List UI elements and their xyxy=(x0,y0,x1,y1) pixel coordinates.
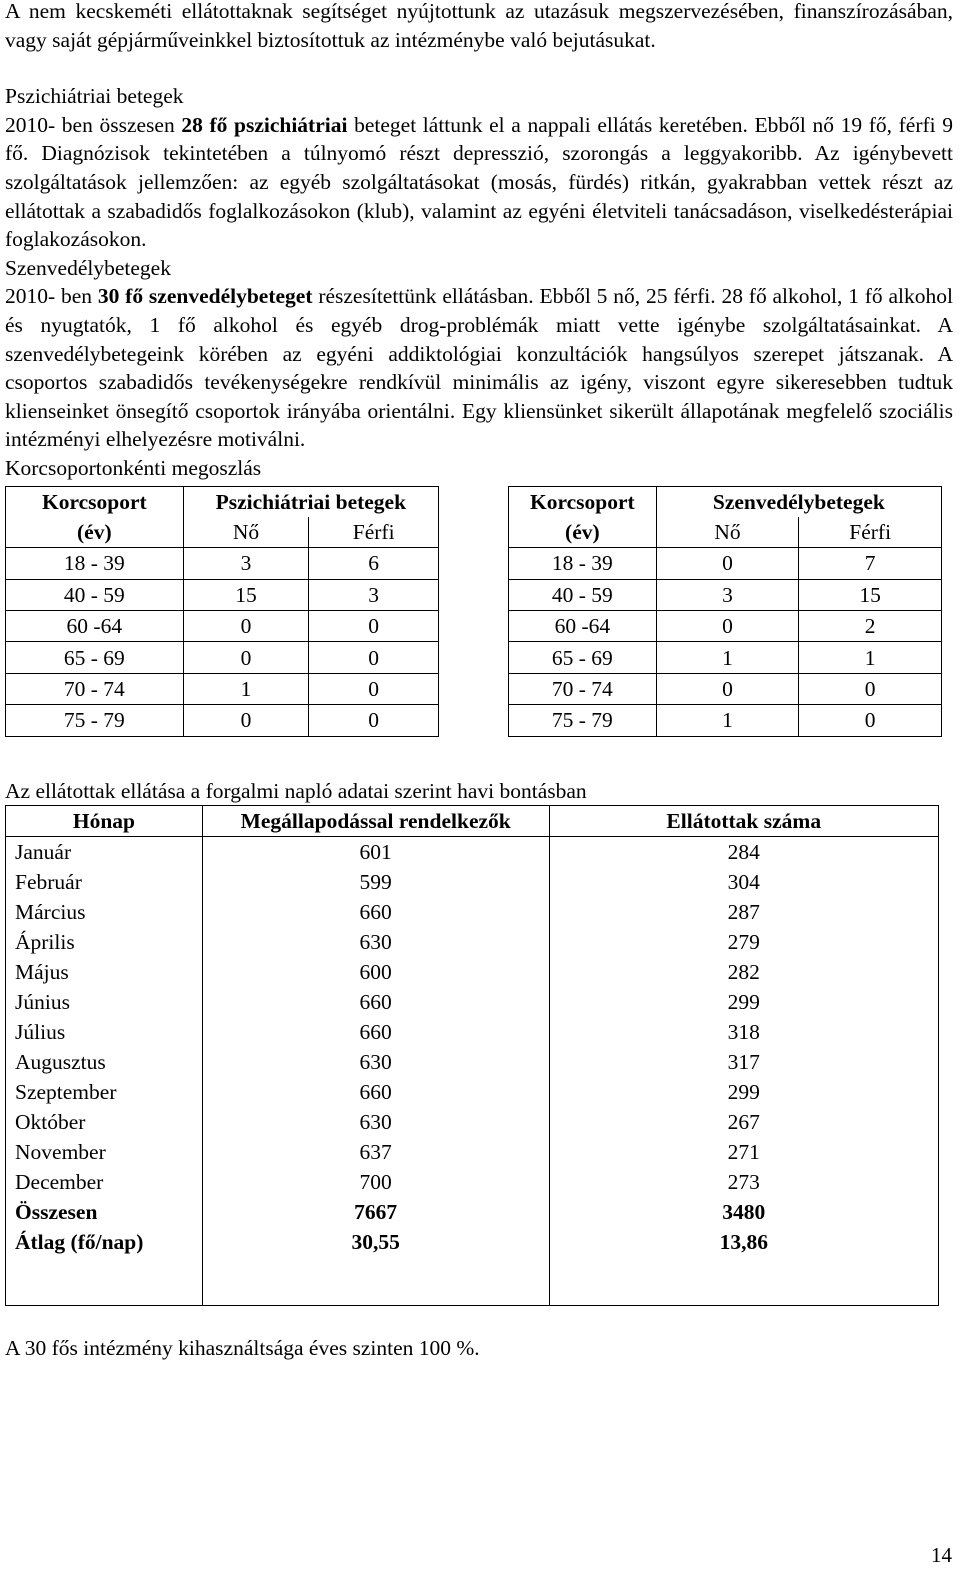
value-cell: 0 xyxy=(656,673,799,704)
value-cell: 599 xyxy=(202,867,549,897)
addict-text-bold: 30 fő szenvedélybeteget xyxy=(97,284,313,309)
age-unit-header: (év) xyxy=(6,517,184,548)
value-cell: 0 xyxy=(309,611,439,642)
psych-text-bold: 28 fő pszichiátriai xyxy=(181,112,348,137)
average-value: 13,86 xyxy=(549,1227,939,1257)
female-header: Nő xyxy=(183,517,309,548)
value-cell: 304 xyxy=(549,867,939,897)
age-tables xyxy=(5,486,953,748)
table-row xyxy=(509,611,942,642)
total-value: 3480 xyxy=(549,1197,939,1227)
total-value: 7667 xyxy=(202,1197,549,1227)
age-cell: 60 -64 xyxy=(6,611,184,642)
value-cell: 1 xyxy=(656,642,799,673)
monthly-heading: Az ellátottak ellátása a forgalmi napló adatai szerint havi bontásban xyxy=(5,778,587,803)
value-cell: 279 xyxy=(549,927,939,957)
table-row xyxy=(6,673,439,704)
table-row xyxy=(6,548,439,579)
month-cell: Április xyxy=(6,927,203,957)
table-row xyxy=(6,957,939,987)
table-row xyxy=(509,548,942,579)
value-cell: 0 xyxy=(183,611,309,642)
age-section-heading: Korcsoportonkénti megoszlás xyxy=(5,455,262,480)
psych-paragraph xyxy=(5,111,953,254)
value-cell: 6 xyxy=(309,548,439,579)
total-row xyxy=(6,1197,939,1227)
closing-sentence: A 30 fős intézmény kihasználtsága éves szinten 100 %. xyxy=(5,1336,480,1361)
table-row xyxy=(6,987,939,1017)
value-cell: 1 xyxy=(656,705,799,736)
psych-group-header: Pszichiátriai betegek xyxy=(183,486,438,517)
table-row xyxy=(509,579,942,610)
value-cell: 15 xyxy=(183,579,309,610)
value-cell: 630 xyxy=(202,927,549,957)
value-cell: 0 xyxy=(656,611,799,642)
age-cell: 75 - 79 xyxy=(509,705,657,736)
value-cell: 601 xyxy=(202,837,549,868)
value-cell: 660 xyxy=(202,1077,549,1107)
table-row xyxy=(6,837,939,868)
value-cell: 15 xyxy=(799,579,942,610)
month-cell: Október xyxy=(6,1107,203,1137)
table-row xyxy=(509,642,942,673)
age-cell: 60 -64 xyxy=(509,611,657,642)
value-cell: 2 xyxy=(799,611,942,642)
table-row xyxy=(6,1017,939,1047)
age-cell: 75 - 79 xyxy=(6,705,184,736)
addict-text-c: részesítettünk ellátásban. Ebből 5 nő, 25 férfi. 28 fő alkohol, 1 fő alkohol és nyugtatók, 1 fő alkohol és egyéb drog-problémák miatt vette igénybe szolgáltatásainkat. A szenvedélybetegeink körében az egyéni addiktológiai konzultációk hangsúlyos szerepet játszanak. A csoportos szabadidős tevékenységekre rendkívül minimális az igény, viszont egyre sikeresebben tudtuk klienseinket önsegítő csoportok irányába orientálni. Egy kliensünket sikerült állapotának megfelelő szociális intézményi elhelyezésre motiválni. xyxy=(5,284,953,452)
table-row xyxy=(6,1137,939,1167)
value-cell: 273 xyxy=(549,1167,939,1197)
document-page xyxy=(5,0,953,1363)
month-cell: Június xyxy=(6,987,203,1017)
month-header: Hónap xyxy=(6,806,203,837)
value-cell: 0 xyxy=(799,673,942,704)
age-cell: 65 - 69 xyxy=(6,642,184,673)
psych-text-a: 2010- ben összesen xyxy=(5,112,182,137)
value-cell: 287 xyxy=(549,897,939,927)
month-cell: Május xyxy=(6,957,203,987)
value-cell: 637 xyxy=(202,1137,549,1167)
value-cell: 1 xyxy=(183,673,309,704)
value-cell: 3 xyxy=(656,579,799,610)
month-cell: Július xyxy=(6,1017,203,1047)
value-cell: 3 xyxy=(309,579,439,610)
value-cell: 0 xyxy=(183,642,309,673)
table-row xyxy=(6,705,439,736)
value-cell: 700 xyxy=(202,1167,549,1197)
psych-age-table xyxy=(5,486,439,737)
addict-group-header: Szenvedélybetegek xyxy=(656,486,941,517)
value-cell: 0 xyxy=(309,673,439,704)
age-cell: 65 - 69 xyxy=(509,642,657,673)
value-cell: 317 xyxy=(549,1047,939,1077)
age-cell: 18 - 39 xyxy=(6,548,184,579)
psych-heading: Pszichiátriai betegek xyxy=(5,84,184,109)
average-label: Átlag (fő/nap) xyxy=(6,1227,203,1257)
addict-heading: Szenvedélybetegek xyxy=(5,255,171,280)
intro-paragraph xyxy=(5,0,953,54)
value-cell: 600 xyxy=(202,957,549,987)
value-cell: 284 xyxy=(549,837,939,868)
table-row xyxy=(6,642,439,673)
value-cell: 660 xyxy=(202,897,549,927)
addict-text-a: 2010- ben xyxy=(5,284,98,309)
average-row xyxy=(6,1227,939,1257)
male-header: Férfi xyxy=(799,517,942,548)
value-cell: 0 xyxy=(309,705,439,736)
value-cell: 0 xyxy=(183,705,309,736)
value-cell: 0 xyxy=(799,705,942,736)
month-cell: Január xyxy=(6,837,203,868)
month-cell: Február xyxy=(6,867,203,897)
value-cell: 267 xyxy=(549,1107,939,1137)
age-col-header: Korcsoport xyxy=(6,486,184,517)
month-cell: Szeptember xyxy=(6,1077,203,1107)
table-row xyxy=(6,1167,939,1197)
value-cell: 7 xyxy=(799,548,942,579)
page-number: 14 xyxy=(931,1543,952,1567)
age-col-header: Korcsoport xyxy=(509,486,657,517)
monthly-table xyxy=(5,805,939,1306)
intro-text: A nem kecskeméti ellátottaknak segítséget nyújtottunk az utazásuk megszervezésében, finanszírozásában, vagy saját gépjárműveinkkel biztosítottuk az intézménybe való bejutásukat. xyxy=(5,0,953,52)
table-row xyxy=(6,1077,939,1107)
month-cell: Augusztus xyxy=(6,1047,203,1077)
value-cell: 3 xyxy=(183,548,309,579)
table-row xyxy=(6,579,439,610)
table-row xyxy=(509,705,942,736)
age-cell: 70 - 74 xyxy=(6,673,184,704)
table-row xyxy=(6,1107,939,1137)
age-cell: 70 - 74 xyxy=(509,673,657,704)
addict-age-table xyxy=(508,486,942,737)
value-cell: 318 xyxy=(549,1017,939,1047)
value-cell: 630 xyxy=(202,1107,549,1137)
age-unit-header: (év) xyxy=(509,517,657,548)
table-row xyxy=(6,897,939,927)
month-cell: Március xyxy=(6,897,203,927)
empty-row xyxy=(6,1257,939,1306)
agreements-header: Megállapodással rendelkezők xyxy=(202,806,549,837)
value-cell: 0 xyxy=(656,548,799,579)
psych-text-c: beteget láttunk el a nappali ellátás keretében. Ebből nő 19 fő, férfi 9 fő. Diagnózisok tekintetében a túlnyomó részt depresszió, szorongás a leggyakoribb. Az igénybevett szolgáltatások jellemzően: az egyéb szolgáltatásokat (mosás, fürdés) ritkán, gyakrabban vettek részt az ellátottak a szabadidős foglalkozásokon (klub), valamint az egyéni életviteli tanácsadáson, viselkedésterápiai foglakozásokon. xyxy=(5,112,954,252)
age-cell: 18 - 39 xyxy=(509,548,657,579)
table-row xyxy=(6,1047,939,1077)
value-cell: 271 xyxy=(549,1137,939,1167)
table-row xyxy=(6,867,939,897)
value-cell: 299 xyxy=(549,1077,939,1107)
table-row xyxy=(6,927,939,957)
value-cell: 660 xyxy=(202,987,549,1017)
table-row xyxy=(6,611,439,642)
addict-paragraph xyxy=(5,282,953,454)
value-cell: 282 xyxy=(549,957,939,987)
month-cell: November xyxy=(6,1137,203,1167)
value-cell: 0 xyxy=(309,642,439,673)
value-cell: 299 xyxy=(549,987,939,1017)
female-header: Nő xyxy=(656,517,799,548)
total-label: Összesen xyxy=(6,1197,203,1227)
table-row xyxy=(509,673,942,704)
value-cell: 1 xyxy=(799,642,942,673)
month-cell: December xyxy=(6,1167,203,1197)
average-value: 30,55 xyxy=(202,1227,549,1257)
age-cell: 40 - 59 xyxy=(6,579,184,610)
male-header: Férfi xyxy=(309,517,439,548)
served-header: Ellátottak száma xyxy=(549,806,939,837)
value-cell: 660 xyxy=(202,1017,549,1047)
value-cell: 630 xyxy=(202,1047,549,1077)
age-cell: 40 - 59 xyxy=(509,579,657,610)
